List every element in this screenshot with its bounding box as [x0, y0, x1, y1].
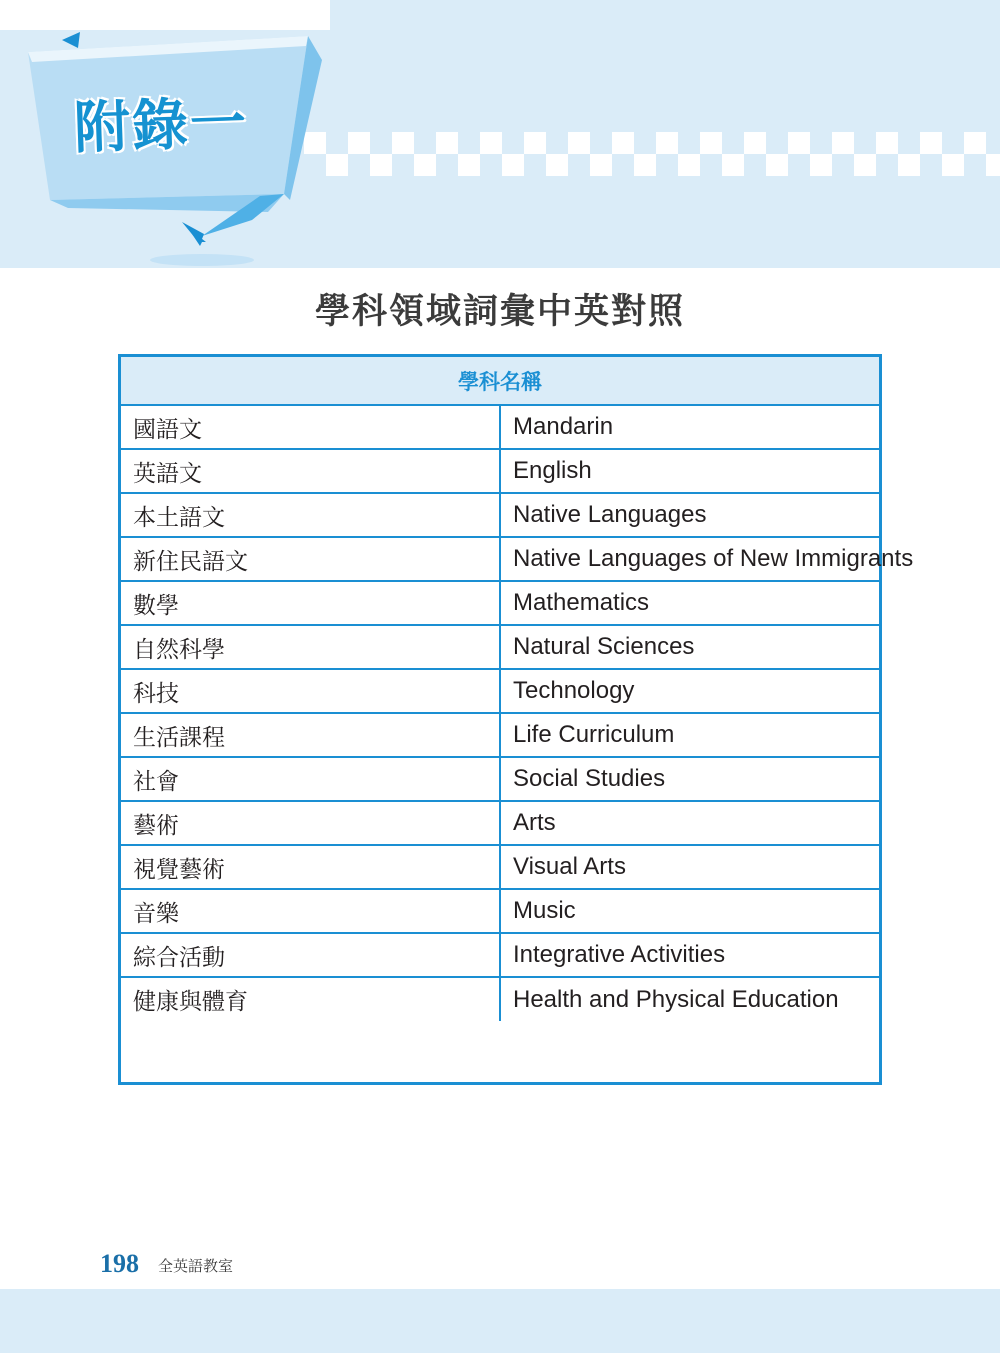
checker-square — [876, 132, 898, 154]
subject-chinese-name: 新住民語文 — [121, 537, 500, 581]
subject-english-name: Visual Arts — [500, 845, 879, 889]
checker-square — [832, 132, 854, 154]
subject-english-name: English — [500, 449, 879, 493]
checker-square — [392, 132, 414, 154]
checker-square — [502, 154, 524, 176]
subject-glossary-table — [121, 357, 914, 1021]
table-row — [121, 493, 879, 537]
subject-chinese-name: 視覺藝術 — [121, 845, 500, 889]
checker-square — [634, 154, 656, 176]
footer-band — [0, 1289, 1000, 1353]
header-notch — [0, 0, 330, 30]
table-row — [121, 581, 879, 625]
table-row — [121, 845, 879, 889]
subject-chinese-name: 音樂 — [121, 889, 500, 933]
checker-square — [810, 154, 832, 176]
checker-square — [854, 154, 876, 176]
table-header-row — [121, 357, 879, 405]
table-row — [121, 625, 879, 669]
subject-chinese-name: 藝術 — [121, 801, 500, 845]
checker-square — [722, 154, 744, 176]
subject-english-name: Native Languages of New Immigrants — [500, 537, 879, 581]
checker-square — [480, 132, 502, 154]
subject-chinese-name: 綜合活動 — [121, 933, 500, 977]
subject-chinese-name: 英語文 — [121, 449, 500, 493]
subject-chinese-name: 自然科學 — [121, 625, 500, 669]
subject-english-name: Health and Physical Education — [500, 977, 879, 1021]
checker-square — [524, 132, 546, 154]
checker-square — [678, 154, 700, 176]
page-number: 198 — [100, 1249, 139, 1278]
page-title: 學科領域詞彙中英對照 — [314, 292, 685, 332]
subject-table — [118, 354, 914, 1085]
checker-square — [568, 132, 590, 154]
subject-chinese-name: 本土語文 — [121, 493, 500, 537]
checker-square — [986, 154, 1000, 176]
subject-english-name: Natural Sciences — [500, 625, 879, 669]
checker-square — [458, 154, 480, 176]
checker-square — [942, 154, 964, 176]
checker-square — [744, 132, 766, 154]
subject-english-name: Integrative Activities — [500, 933, 879, 977]
subject-chinese-name: 健康與體育 — [121, 977, 500, 1021]
checker-square — [370, 154, 392, 176]
checker-square — [964, 132, 986, 154]
checker-square — [656, 132, 678, 154]
subject-english-name: Native Languages — [500, 493, 879, 537]
checker-square — [898, 154, 920, 176]
table-row — [121, 713, 879, 757]
checker-square — [546, 154, 568, 176]
checker-square — [700, 132, 722, 154]
subject-english-name: Mandarin — [500, 405, 879, 449]
table-row — [121, 405, 879, 449]
checker-square — [788, 132, 810, 154]
checker-square — [414, 154, 436, 176]
subject-chinese-name: 數學 — [121, 581, 500, 625]
subject-english-name: Social Studies — [500, 757, 879, 801]
table-row — [121, 933, 879, 977]
checker-square — [612, 132, 634, 154]
table-row — [121, 449, 879, 493]
appendix-label: 附錄一 — [72, 90, 250, 162]
checker-square — [436, 132, 458, 154]
table-row — [121, 757, 879, 801]
subject-english-name: Life Curriculum — [500, 713, 879, 757]
checker-square — [766, 154, 788, 176]
checker-square — [590, 154, 612, 176]
table-heading: 學科名稱 — [121, 357, 879, 405]
table-row — [121, 977, 879, 1021]
table-row — [121, 889, 879, 933]
checker-square — [348, 132, 370, 154]
table-body — [121, 405, 914, 1021]
subject-chinese-name: 社會 — [121, 757, 500, 801]
subject-chinese-name: 國語文 — [121, 405, 500, 449]
subject-chinese-name: 生活課程 — [121, 713, 500, 757]
table-row — [121, 537, 879, 581]
checker-pattern — [300, 132, 1000, 178]
subject-english-name: Music — [500, 889, 879, 933]
running-title: 全英語教室 — [158, 1257, 234, 1275]
table-row — [121, 669, 879, 713]
subject-english-name: Mathematics — [500, 581, 879, 625]
checker-square — [326, 154, 348, 176]
checker-square — [920, 132, 942, 154]
subject-english-name: Arts — [500, 801, 879, 845]
subject-english-name: Technology — [500, 669, 879, 713]
subject-chinese-name: 科技 — [121, 669, 500, 713]
table-row — [121, 801, 879, 845]
